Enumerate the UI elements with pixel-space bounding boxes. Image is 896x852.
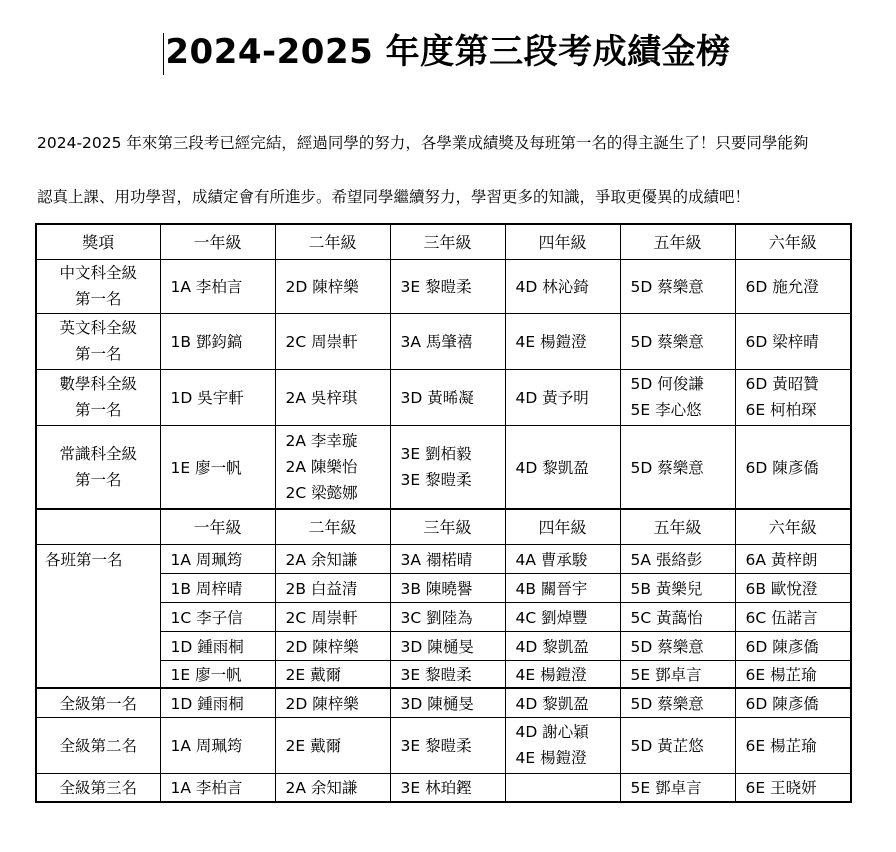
winner-cell: 1B 鄧鈞鎬 [160, 313, 275, 369]
class-header-row [36, 509, 851, 544]
winner-cell: 6D 梁梓晴 [735, 313, 851, 369]
class-top-cell: 5B 黃樂兒 [620, 573, 735, 602]
overall-rank-cell: 4D 黎凱盈 [505, 688, 620, 717]
award-line: 常識科全級 [59, 444, 137, 463]
winner-cell: 6D 陳彥僑 [735, 425, 851, 509]
overall-rank-cell: 1D 鍾雨桐 [160, 688, 275, 717]
class-top-cell: 4C 劉焯豐 [505, 602, 620, 631]
overall-rank-cell: 3D 陳樋旻 [390, 688, 505, 717]
page-title: 2024-2025 年度第三段考成績金榜 [165, 32, 731, 72]
table-header-row [36, 224, 851, 259]
header-cell: 二年級 [275, 509, 390, 544]
class-top-row [36, 573, 851, 602]
award-line: 數學科全級 [59, 375, 137, 393]
class-top-cell: 6A 黃梓朗 [735, 544, 851, 573]
overall-rank-cell: 2A 余知謙 [275, 773, 390, 802]
winner-cell: 2C 周崇軒 [275, 313, 390, 369]
class-top-cell: 5A 張絡彭 [620, 544, 735, 573]
overall-rank-cell: 3E 林珀鏗 [390, 773, 505, 802]
overall-rank-cell [505, 773, 620, 802]
header-cell: 二年級 [275, 224, 390, 259]
class-top-cell: 3A 禤楉晴 [390, 544, 505, 573]
header-cell: 五年級 [620, 224, 735, 259]
winner-cell: 1E 廖一帆 [160, 425, 275, 509]
winner-cell: 1D 吳宇軒 [160, 369, 275, 425]
cell-line: 2A 李幸璇 [285, 431, 358, 450]
class-top-cell: 2D 陳梓樂 [275, 631, 390, 660]
header-cell: 六年級 [735, 509, 851, 544]
class-top-cell: 1D 鍾雨桐 [160, 631, 275, 660]
overall-rank-label: 全級第二名 [36, 717, 160, 773]
class-top-label [36, 573, 160, 602]
cell-line: 5E 李心悠 [630, 401, 702, 419]
winner-cell: 6D 施允澄 [735, 259, 851, 313]
overall-rank-cell: 6E 楊芷瑜 [735, 717, 851, 773]
winner-cell: 2A 吳梓琪 [275, 369, 390, 425]
winner-cell: 4D 黃予明 [505, 369, 620, 425]
overall-rank-cell: 5D 黃芷悠 [620, 717, 735, 773]
award-line: 第一名 [74, 345, 122, 363]
winner-cell: 4E 楊鎧澄 [505, 313, 620, 369]
winner-cell: 3E 黎暟柔 [390, 259, 505, 313]
cell-line: 3E 黎暟柔 [400, 470, 472, 489]
winner-cell: 1A 李柏言 [160, 259, 275, 313]
class-top-cell: 1C 李子信 [160, 602, 275, 631]
intro-line-2: 認真上課、用功學習，成績定會有所進步。希望同學繼續努力，學習更多的知識，爭取更優異的成績吧！ [37, 188, 751, 206]
overall-rank-row [36, 773, 851, 802]
award-line: 中文科全級 [59, 264, 137, 282]
winner-cell [275, 425, 390, 509]
award-line: 第一名 [74, 470, 122, 489]
header-cell: 三年級 [390, 509, 505, 544]
award-line: 第一名 [74, 290, 122, 308]
winner-cell: 3D 黃晞凝 [390, 369, 505, 425]
overall-rank-label: 全級第一名 [36, 688, 160, 717]
award-line: 第一名 [74, 401, 122, 419]
award-line: 英文科全級 [59, 319, 137, 337]
class-top-cell: 3C 劉陸為 [390, 602, 505, 631]
class-top-label [36, 660, 160, 688]
class-top-row [36, 631, 851, 660]
results-table [35, 223, 852, 803]
overall-rank-cell: 1A 周珮筠 [160, 717, 275, 773]
overall-rank-label: 全級第三名 [36, 773, 160, 802]
class-top-cell: 2B 白益清 [275, 573, 390, 602]
winner-cell: 4D 黎凱盈 [505, 425, 620, 509]
cell-line: 2A 陳樂怡 [285, 457, 358, 476]
cell-line: 2C 梁懿娜 [285, 483, 358, 502]
subject-award-row [36, 369, 851, 425]
overall-rank-row [36, 688, 851, 717]
subject-award-row [36, 425, 851, 509]
header-cell: 六年級 [735, 224, 851, 259]
cell-line: 5D 何俊謙 [630, 375, 704, 393]
winner-cell [620, 369, 735, 425]
class-top-cell: 2C 周崇軒 [275, 602, 390, 631]
overall-rank-row [36, 717, 851, 773]
winner-cell [390, 425, 505, 509]
cell-line: 4E 楊鎧澄 [515, 749, 587, 767]
overall-rank-cell [505, 717, 620, 773]
header-cell: 五年級 [620, 509, 735, 544]
class-top-cell: 6D 陳彥僑 [735, 631, 851, 660]
winner-cell: 5D 蔡樂意 [620, 313, 735, 369]
winner-cell: 2D 陳梓樂 [275, 259, 390, 313]
class-top-cell: 5E 鄧卓言 [620, 660, 735, 688]
header-cell: 四年級 [505, 509, 620, 544]
cell-line: 4D 謝心穎 [515, 723, 589, 741]
class-top-cell: 5C 黃藹怡 [620, 602, 735, 631]
class-top-cell: 4D 黎凱盈 [505, 631, 620, 660]
header-cell: 一年級 [160, 509, 275, 544]
class-top-cell: 4B 關晉宇 [505, 573, 620, 602]
header-cell: 一年級 [160, 224, 275, 259]
class-top-cell: 6E 楊芷瑜 [735, 660, 851, 688]
class-top-row [36, 544, 851, 573]
cell-line: 6D 黃昭贊 [745, 375, 819, 393]
overall-rank-cell: 1A 李柏言 [160, 773, 275, 802]
class-top-cell: 2E 戴爾 [275, 660, 390, 688]
award-name [36, 369, 160, 425]
winner-cell [735, 369, 851, 425]
winner-cell: 3A 馬肇禧 [390, 313, 505, 369]
class-top-cell: 6B 歐悅澄 [735, 573, 851, 602]
header-cell [36, 509, 160, 544]
class-top-cell: 3E 黎暟柔 [390, 660, 505, 688]
overall-rank-cell: 6E 王晓妍 [735, 773, 851, 802]
award-name [36, 313, 160, 369]
intro-line-1: 2024-2025 年來第三段考已經完結，經過同學的努力，各學業成績獎及每班第一名的得主誕生了！只要同學能夠 [37, 134, 809, 152]
class-top-cell: 4A 曹承駿 [505, 544, 620, 573]
winner-cell: 5D 蔡樂意 [620, 259, 735, 313]
overall-rank-cell: 3E 黎暟柔 [390, 717, 505, 773]
class-top-label [36, 602, 160, 631]
overall-rank-cell: 2E 戴爾 [275, 717, 390, 773]
class-top-label [36, 631, 160, 660]
class-top-cell: 1B 周梓晴 [160, 573, 275, 602]
class-top-cell: 4E 楊鎧澄 [505, 660, 620, 688]
class-top-cell: 3D 陳樋旻 [390, 631, 505, 660]
class-top-cell: 6C 伍諾言 [735, 602, 851, 631]
overall-rank-cell: 5D 蔡樂意 [620, 688, 735, 717]
subject-award-row [36, 313, 851, 369]
class-top-row [36, 660, 851, 688]
cell-line: 3E 劉栢毅 [400, 444, 472, 463]
cell-line: 6E 柯柏琛 [745, 401, 817, 419]
class-top-row [36, 602, 851, 631]
class-top-cell: 5D 蔡樂意 [620, 631, 735, 660]
subject-award-row [36, 259, 851, 313]
winner-cell: 5D 蔡樂意 [620, 425, 735, 509]
class-top-cell: 2A 余知謙 [275, 544, 390, 573]
header-cell: 三年級 [390, 224, 505, 259]
award-name [36, 259, 160, 313]
overall-rank-cell: 2D 陳梓樂 [275, 688, 390, 717]
class-top-cell: 3B 陳曉譽 [390, 573, 505, 602]
overall-rank-cell: 6D 陳彥僑 [735, 688, 851, 717]
header-cell: 獎項 [36, 224, 160, 259]
header-cell: 四年級 [505, 224, 620, 259]
class-top-cell: 1E 廖一帆 [160, 660, 275, 688]
class-top-cell: 1A 周珮筠 [160, 544, 275, 573]
award-name [36, 425, 160, 509]
overall-rank-cell: 5E 鄧卓言 [620, 773, 735, 802]
class-top-label: 各班第一名 [36, 544, 160, 573]
winner-cell: 4D 林沁錡 [505, 259, 620, 313]
